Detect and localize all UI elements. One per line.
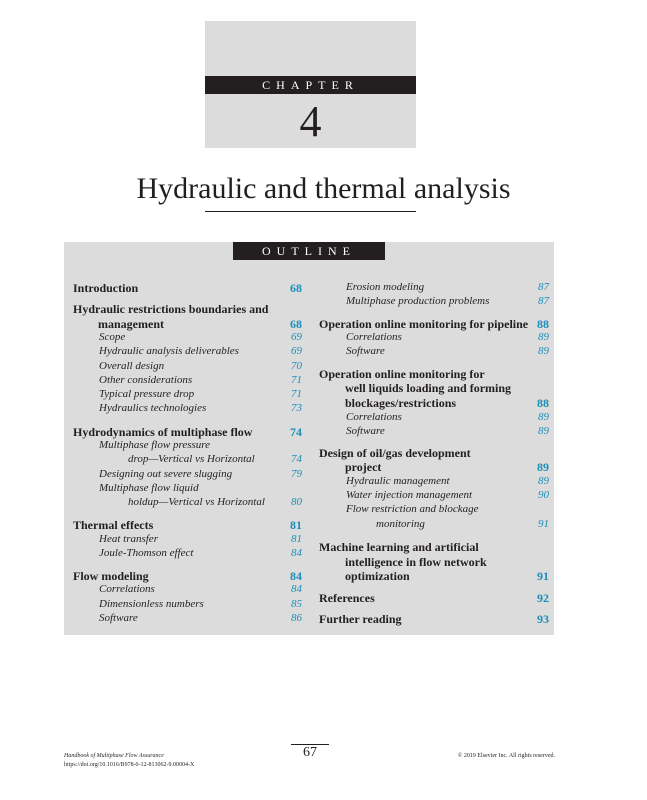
- title-divider: [205, 211, 416, 212]
- toc-page: 70: [291, 360, 302, 372]
- book-title: Handbook of Multiphase Flow Assurance: [64, 753, 164, 759]
- toc-subentry[interactable]: Designing out severe slugging: [99, 468, 233, 480]
- toc-page: 80: [291, 496, 302, 508]
- toc-page: 74: [290, 425, 302, 439]
- toc-entry[interactable]: optimization: [345, 569, 410, 583]
- toc-entry[interactable]: Machine learning and artificial: [319, 540, 479, 554]
- toc-page: 74: [291, 453, 302, 465]
- footer-citation: [64, 752, 194, 770]
- toc-entry[interactable]: Hydrodynamics of multiphase flow: [73, 425, 253, 439]
- toc-page: 89: [538, 411, 549, 423]
- toc-page: 88: [537, 396, 549, 410]
- toc-page: 84: [291, 583, 302, 595]
- toc-page: 87: [538, 281, 549, 293]
- toc-page: 71: [291, 374, 302, 386]
- toc-page: 85: [291, 598, 302, 610]
- toc-page: 68: [290, 281, 302, 295]
- toc-page: 89: [538, 475, 549, 487]
- toc-page: 81: [290, 518, 302, 532]
- toc-subentry[interactable]: Other considerations: [99, 374, 193, 386]
- toc-page: 86: [291, 612, 302, 624]
- toc-entry[interactable]: Hydraulic restrictions boundaries and: [73, 302, 269, 316]
- toc-page: 73: [291, 402, 302, 414]
- doi-link[interactable]: https://doi.org/10.1016/B978-0-12-813062-9.00004-X: [64, 762, 195, 768]
- toc-page: 68: [290, 317, 302, 331]
- toc-page: 84: [291, 547, 302, 559]
- toc-entry[interactable]: Operation online monitoring for pipeline: [319, 317, 529, 331]
- toc-subentry[interactable]: Hydraulics technologies: [99, 402, 207, 414]
- toc-subentry[interactable]: Heat transfer: [99, 533, 158, 545]
- toc-subentry[interactable]: drop—Vertical vs Horizontal: [128, 453, 255, 465]
- toc-page: 88: [537, 317, 549, 331]
- toc-page: 93: [537, 612, 549, 626]
- toc-subentry[interactable]: Scope: [99, 331, 126, 343]
- toc-page: 89: [538, 425, 549, 437]
- toc-page: 89: [538, 345, 549, 357]
- toc-subentry[interactable]: Joule-Thomson effect: [99, 547, 194, 559]
- toc-subentry[interactable]: Typical pressure drop: [99, 388, 195, 400]
- copyright: © 2019 Elsevier Inc. All rights reserved.: [457, 753, 555, 759]
- toc-subentry[interactable]: Software: [346, 345, 385, 357]
- toc-subentry[interactable]: Correlations: [346, 411, 402, 423]
- page-number: 67: [303, 745, 317, 760]
- toc-entry[interactable]: blockages/restrictions: [345, 396, 457, 410]
- toc-entry[interactable]: Introduction: [73, 281, 139, 295]
- toc-subentry[interactable]: Multiphase flow liquid: [99, 482, 199, 494]
- toc-entry[interactable]: well liquids loading and forming: [345, 381, 512, 395]
- toc-subentry[interactable]: Overall design: [99, 360, 165, 372]
- toc-subentry[interactable]: Dimensionless numbers: [99, 598, 204, 610]
- toc-subentry[interactable]: Multiphase flow pressure: [99, 439, 211, 451]
- toc-entry[interactable]: management: [98, 317, 164, 331]
- toc-subentry[interactable]: Multiphase production problems: [346, 295, 490, 307]
- page-title: Hydraulic and thermal analysis: [136, 172, 511, 205]
- toc-page: 89: [537, 460, 549, 474]
- toc-entry[interactable]: Flow modeling: [73, 569, 149, 583]
- toc-page: 71: [291, 388, 302, 400]
- toc-page: 91: [537, 569, 549, 583]
- toc-page: 89: [538, 331, 549, 343]
- toc-page: 90: [538, 489, 549, 501]
- outline-label: OUTLINE: [233, 242, 385, 260]
- toc-entry[interactable]: Operation online monitoring for: [319, 367, 485, 381]
- toc-page: 69: [291, 331, 302, 343]
- chapter-number: 4: [299, 97, 322, 146]
- toc-subentry[interactable]: Water injection management: [346, 489, 473, 501]
- toc-subentry[interactable]: Flow restriction and blockage: [346, 503, 479, 515]
- toc-subentry[interactable]: Erosion modeling: [346, 281, 425, 293]
- toc-page: 91: [538, 518, 549, 530]
- toc-page: 81: [291, 533, 302, 545]
- toc-page: 92: [537, 591, 549, 605]
- toc-entry[interactable]: Further reading: [319, 612, 402, 626]
- toc-page: 79: [291, 468, 302, 480]
- toc-subentry[interactable]: Correlations: [99, 583, 155, 595]
- toc-subentry[interactable]: Correlations: [346, 331, 402, 343]
- toc-subentry[interactable]: Hydraulic analysis deliverables: [99, 345, 239, 357]
- toc-entry[interactable]: References: [319, 591, 375, 605]
- toc-entry[interactable]: project: [345, 460, 382, 474]
- toc-entry[interactable]: Design of oil/gas development: [319, 446, 471, 460]
- toc-page: 69: [291, 345, 302, 357]
- toc-entry[interactable]: Thermal effects: [73, 518, 154, 532]
- toc-entry[interactable]: intelligence in flow network: [345, 555, 487, 569]
- toc-subentry[interactable]: Software: [99, 612, 138, 624]
- toc-subentry[interactable]: Software: [346, 425, 385, 437]
- toc-subentry[interactable]: monitoring: [376, 518, 425, 530]
- toc-subentry[interactable]: Hydraulic management: [346, 475, 450, 487]
- toc-page: 84: [290, 569, 302, 583]
- chapter-label: CHAPTER: [205, 76, 416, 94]
- toc-subentry[interactable]: holdup—Vertical vs Horizontal: [128, 496, 265, 508]
- toc-page: 87: [538, 295, 549, 307]
